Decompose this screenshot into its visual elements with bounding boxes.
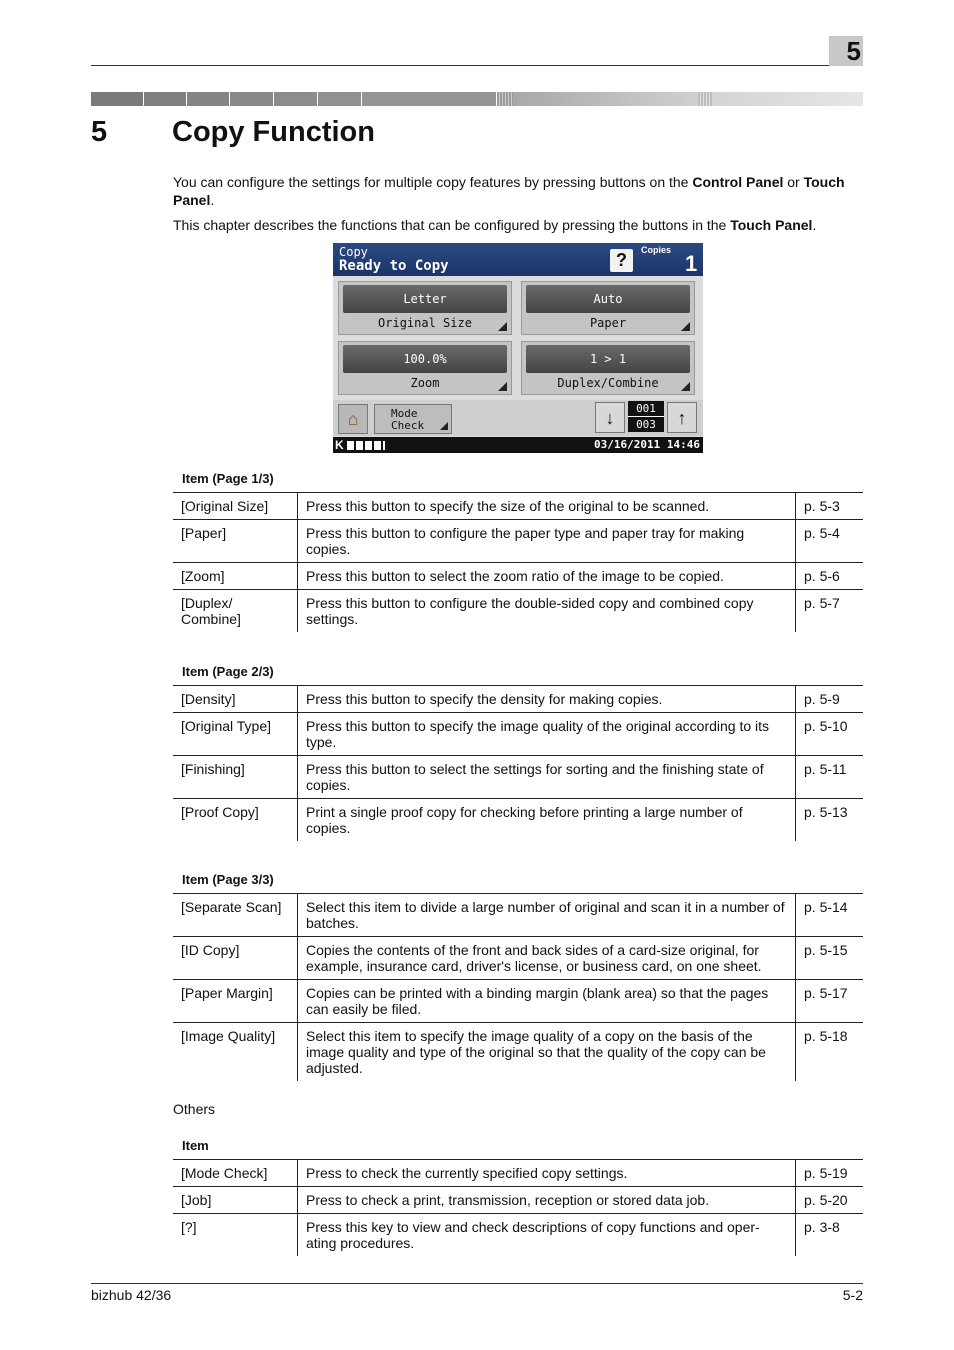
table-row: [Mode Check] Press to check the currently specified copy settings. p. 5-19 bbox=[173, 1160, 863, 1187]
table-row: [Paper Margin] Copies can be printed with a binding margin (blank area) so that the pages can easily be filed. p. 5-17 bbox=[173, 980, 863, 1023]
corner-triangle-icon bbox=[498, 382, 507, 391]
corner-triangle-icon bbox=[498, 322, 507, 331]
table-row: [Zoom] Press this button to select the zoom ratio of the image to be copied. p. 5-6 bbox=[173, 563, 863, 590]
corner-triangle-icon bbox=[681, 322, 690, 331]
mode-check-button[interactable]: Mode Check bbox=[374, 404, 452, 434]
table-row: [Finishing] Press this button to select the settings for sorting and the finishing state of copies. p. 5-11 bbox=[173, 756, 863, 799]
table-row: [Separate Scan] Select this item to divide a large number of original and scan it in a number of batches. p. 5-14 bbox=[173, 894, 863, 937]
toner-level-icon bbox=[347, 441, 385, 450]
table-row: [Job] Press to check a print, transmission, reception or stored data job. p. 5-20 bbox=[173, 1187, 863, 1214]
table-row: [ID Copy] Copies the contents of the front and back sides of a card-size original, for example, insurance card, driver's license, or business card, on one sheet. p. 5-15 bbox=[173, 937, 863, 980]
table-heading-others: Item bbox=[182, 1138, 209, 1153]
original-size-button[interactable]: Letter Original Size bbox=[338, 281, 512, 335]
panel-status-bar bbox=[333, 437, 703, 453]
toner-k-label: K bbox=[335, 438, 344, 452]
copies-label: Copies bbox=[641, 245, 672, 255]
header-rule bbox=[91, 65, 863, 66]
table-heading-page-3: Item (Page 3/3) bbox=[182, 872, 274, 887]
copies-value: 1 bbox=[685, 251, 698, 276]
chapter-title bbox=[91, 116, 375, 149]
panel-datetime: 03/16/2011 14:46 bbox=[594, 438, 700, 451]
panel-title-mode: Copy bbox=[339, 245, 368, 259]
panel-titlebar bbox=[333, 243, 703, 276]
table-row: [Proof Copy] Print a single proof copy for checking before printing a large number of copies. p. 5-13 bbox=[173, 799, 863, 842]
items-table-page-1 bbox=[173, 492, 863, 632]
chapter-tab: 5 bbox=[829, 36, 863, 66]
up-arrow-icon[interactable]: ↑ bbox=[667, 402, 697, 433]
intro-paragraph-1: You can configure the settings for multiple copy features by pressing buttons on the Control Panel or Touch Panel. bbox=[173, 174, 845, 208]
panel-title-status: Ready to Copy bbox=[339, 258, 449, 274]
corner-triangle-icon bbox=[440, 422, 448, 430]
table-row: [Original Size] Press this button to specify the size of the original to be scanned. p. 5-3 bbox=[173, 493, 863, 520]
table-heading-page-2: Item (Page 2/3) bbox=[182, 664, 274, 679]
items-table-page-3 bbox=[173, 893, 863, 1081]
footer-rule bbox=[91, 1283, 863, 1284]
home-icon[interactable]: ⌂ bbox=[338, 404, 368, 434]
page-current: 001 bbox=[636, 402, 656, 415]
chapter-title-text: Copy Function bbox=[172, 116, 375, 148]
page-indicator bbox=[628, 401, 664, 432]
table-row: [Paper] Press this button to configure the paper type and paper tray for making copies. p. 5-4 bbox=[173, 520, 863, 563]
zoom-button[interactable]: 100.0% Zoom bbox=[338, 341, 512, 395]
paper-button[interactable]: Auto Paper bbox=[521, 281, 695, 335]
intro-paragraph-2: This chapter describes the functions that can be configured by pressing the buttons in the Touch Panel. bbox=[173, 217, 817, 233]
footer-model: bizhub 42/36 bbox=[91, 1287, 172, 1303]
duplex-combine-button[interactable]: 1 > 1 Duplex/Combine bbox=[521, 341, 695, 395]
corner-triangle-icon bbox=[681, 382, 690, 391]
down-arrow-icon[interactable]: ↓ bbox=[595, 402, 625, 433]
touch-panel-screenshot bbox=[333, 243, 703, 453]
items-table-page-2 bbox=[173, 685, 863, 841]
table-heading-page-1: Item (Page 1/3) bbox=[182, 471, 274, 486]
page-total: 003 bbox=[628, 416, 664, 432]
items-table-others bbox=[173, 1159, 863, 1256]
chapter-number: 5 bbox=[91, 116, 108, 148]
table-row: [?] Press this key to view and check descriptions of copy functions and oper-ating procedures. p. 3-8 bbox=[173, 1214, 863, 1257]
decorative-band bbox=[91, 92, 863, 106]
table-row: [Duplex/ Combine] Press this button to configure the double-sided copy and combined copy settings. p. 5-7 bbox=[173, 590, 863, 633]
help-button[interactable]: ? bbox=[610, 249, 633, 272]
table-row: [Original Type] Press this button to specify the image quality of the original according to its type. p. 5-10 bbox=[173, 713, 863, 756]
others-label: Others bbox=[173, 1101, 216, 1117]
table-row: [Density] Press this button to specify the density for making copies. p. 5-9 bbox=[173, 686, 863, 713]
footer-page-number: 5-2 bbox=[842, 1287, 863, 1303]
table-row: [Image Quality] Select this item to specify the image quality of a copy on the basis of the image quality and type of the original so that the quality of the copy can be adjusted. p. 5-18 bbox=[173, 1023, 863, 1082]
